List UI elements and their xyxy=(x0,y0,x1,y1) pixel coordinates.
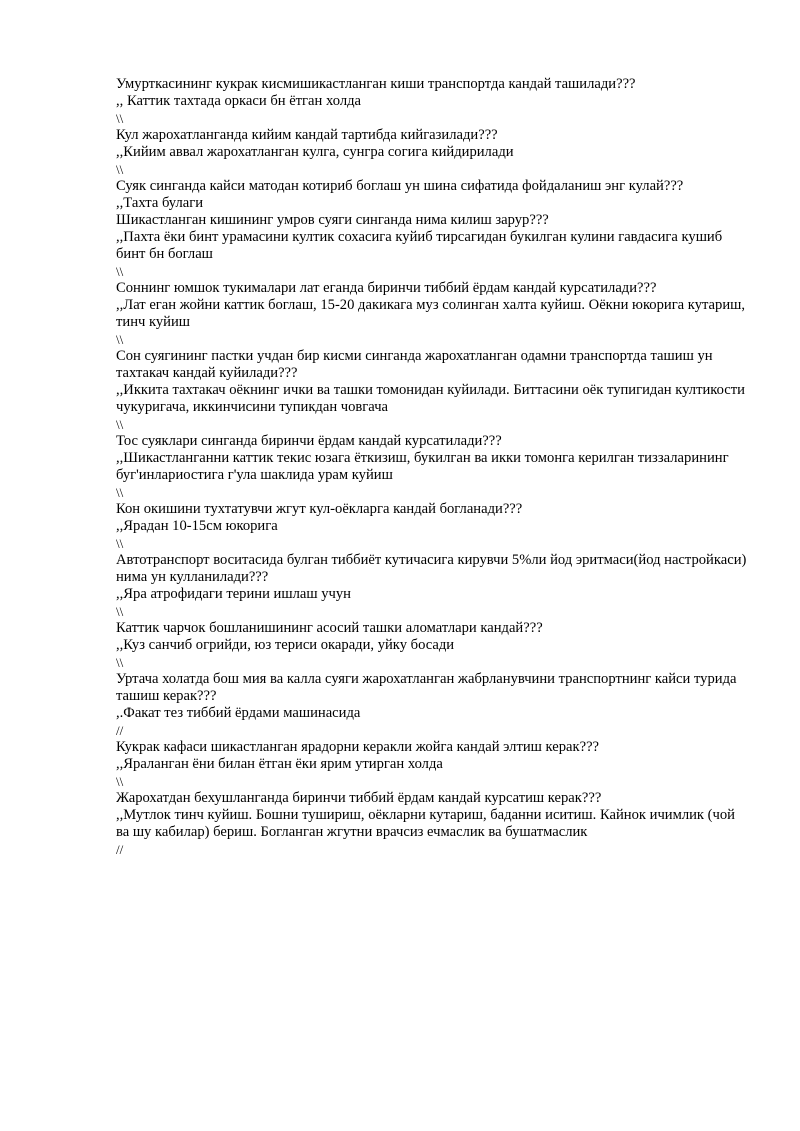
question-text: Умурткасининг кукрак кисмишикастланган киши транспортда кандай ташилади??? xyxy=(116,76,636,92)
separator: \\ xyxy=(116,485,124,500)
answer-text: ,.Факат тез тиббий ёрдами машинасида xyxy=(116,705,361,721)
document-body xyxy=(116,76,748,858)
separator: // xyxy=(116,723,124,738)
qa-block xyxy=(116,127,748,178)
qa-block xyxy=(116,790,748,858)
answer-text: ,,Иккита тахтакач оёкнинг ички ва ташки томонидан куйилади. Биттасини оёк тупигидан култикости чукуригача, иккинчисини тупикдан човгача xyxy=(116,382,745,415)
question-text: Суяк синганда кайси матодан котириб боглаш ун шина сифатида фойдаланиш энг кулай??? xyxy=(116,178,684,194)
question-text: Уртача холатда бош мия ва калла суяги жарохатланган жабрланувчини транспортнинг кайси турида ташиш керак??? xyxy=(116,671,737,704)
separator: \\ xyxy=(116,604,124,619)
question-text: Сон суягининг пастки учдан бир кисми синганда жарохатланган одамни транспортда ташиш ун тахтакач кандай куйилади??? xyxy=(116,348,713,381)
answer-text: ,,Яраланган ёни билан ётган ёки ярим утирган холда xyxy=(116,756,443,772)
separator: \\ xyxy=(116,332,124,347)
separator: \\ xyxy=(116,162,124,177)
question-text: Соннинг юмшок тукималари лат еганда биринчи тиббий ёрдам кандай курсатилади??? xyxy=(116,280,657,296)
separator: \\ xyxy=(116,774,124,789)
qa-block xyxy=(116,433,748,501)
answer-text: ,,Яра атрофидаги терини ишлаш учун xyxy=(116,586,351,602)
answer-text: ,,Мутлок тинч куйиш. Бошни тушириш, оёкларни кутариш, баданни иситиш. Кайнок ичимлик (чой ва шу кабилар) бериш. Богланган жгутни врачсиз ечмаслик ва бушатмаслик xyxy=(116,807,735,840)
separator: // xyxy=(116,842,124,857)
answer-text: ,,Тахта булаги xyxy=(116,195,204,211)
separator: \\ xyxy=(116,655,124,670)
qa-block xyxy=(116,620,748,671)
answer-text: ,, Каттик тахтада оркаси бн ётган холда xyxy=(116,93,362,109)
question-text: Кукрак кафаси шикастланган ярадорни керакли жойга кандай элтиш керак??? xyxy=(116,739,600,755)
question-text: Шикастланган кишининг умров суяги синганда нима килиш зарур??? xyxy=(116,212,549,228)
question-text: Кул жарохатланганда кийим кандай тартибда кийгазилади??? xyxy=(116,127,498,143)
question-text: Каттик чарчок бошланишининг асосий ташки аломатлари кандай??? xyxy=(116,620,543,636)
question-text: Кон окишини тухтатувчи жгут кул-оёкларга кандай богланади??? xyxy=(116,501,523,517)
question-text: Тос суяклари синганда биринчи ёрдам кандай курсатилади??? xyxy=(116,433,502,449)
qa-block xyxy=(116,76,748,127)
separator: \\ xyxy=(116,111,124,126)
qa-block xyxy=(116,501,748,552)
answer-text: ,,Кийим аввал жарохатланган кулга, сунгра согига кийдирилади xyxy=(116,144,514,160)
separator: \\ xyxy=(116,264,124,279)
question-text: Жарохатдан бехушланганда биринчи тиббий ёрдам кандай курсатиш керак??? xyxy=(116,790,602,806)
qa-block xyxy=(116,671,748,739)
answer-text: ,,Лат еган жойни каттик боглаш, 15-20 дакикага муз солинган халта куйиш. Оёкни юкорига кутариш, тинч куйиш xyxy=(116,297,746,330)
separator: \\ xyxy=(116,417,124,432)
qa-block xyxy=(116,348,748,433)
answer-text: ,,Пахта ёки бинт урамасини култик сохасига куйиб тирсагидан букилган кулини гавдасига кушиб бинт бн боглаш xyxy=(116,229,723,262)
answer-text: ,,Ярадан 10-15см юкорига xyxy=(116,518,278,534)
qa-block xyxy=(116,212,748,280)
qa-block xyxy=(116,178,748,212)
qa-block xyxy=(116,552,748,620)
qa-block xyxy=(116,280,748,348)
answer-text: ,,Куз санчиб огрийди, юз териси окаради, уйку босади xyxy=(116,637,455,653)
question-text: Автотранспорт воситасида булган тиббиёт кутичасига кирувчи 5%ли йод эритмаси(йод настройкаси) нима ун кулланилади??? xyxy=(116,552,747,585)
separator: \\ xyxy=(116,536,124,551)
qa-block xyxy=(116,739,748,790)
answer-text: ,,Шикастланганни каттик текис юзага ёткизиш, букилган ва икки томонга керилган тиззаларининг буг'инлариостига г'ула шаклида урам куйиш xyxy=(116,450,729,483)
